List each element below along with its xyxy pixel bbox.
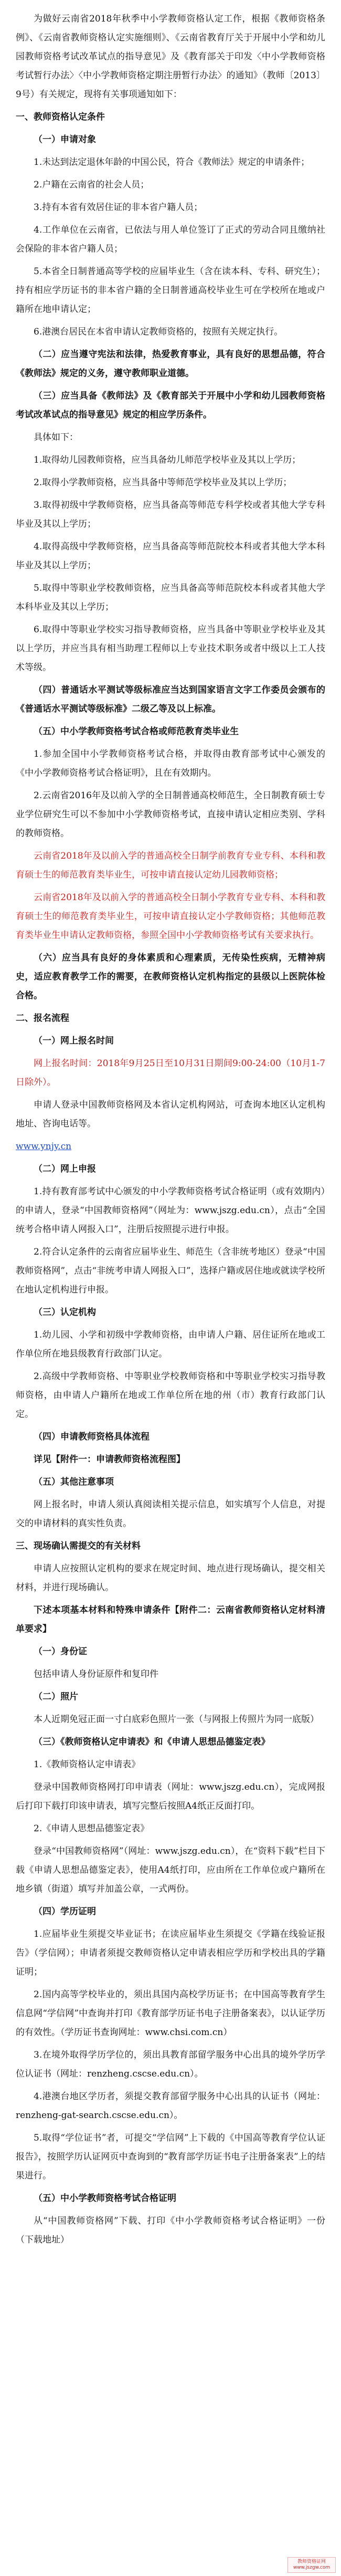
- s1-e2: 2.取得小学教师资格，应当具备中等师范学校毕业及其以上学历；: [34, 477, 292, 488]
- section-3-sub-2: （二）照片: [34, 1692, 78, 1702]
- s1-sub3-intro: 具体如下：: [34, 432, 78, 443]
- s3-intro-2: 下述本项基本材料和特殊申请条件【附件二：云南省教师资格认定材料清单要求】: [16, 1605, 325, 1634]
- s2-p5: 1.幼儿园、小学和初级中学教师资格，由申请人户籍、居住证所在地或工作单位所在地县级教育行政部门认定。: [16, 1330, 325, 1359]
- s3-p3: 1.《教师资格认定申请表》: [34, 1759, 141, 1770]
- s3-p8: 2.国内高等学校毕业的，须出具国内高校学历证书；在中国高等教育学生信息网“学信网”中查询并打印《教育部学历证书电子注册备案表》，以认证学历的有效性。（学历证书查询网址：www.chsi.com.cn）: [16, 1989, 325, 2038]
- site-watermark: [287, 2557, 336, 2573]
- watermark-line-2: www.jszgw.com: [293, 2565, 331, 2570]
- s1-p2: 2.户籍在云南省的社会人员；: [34, 180, 150, 190]
- intro-paragraph: 为做好云南省2018年秋季中小学教师资格认定工作，根据《教师资格条例》、《云南省教师资格认定实施细则》、《云南省教育厅关于开展中小学和幼儿园教师资格考试改革试点的指导意见》及《教育部关于印发〈中小学教师资格考试暂行办法〉〈中小学教师资格定期注册暂行办法〉的通知》（教师〔2013〕9号）有关规定，现将有关事项通知如下：: [16, 14, 325, 100]
- section-2-sub-5: （五）其他注意事项: [34, 1477, 114, 1487]
- s2-p8: 网上报名时，申请人须认真阅读相关提示信息，如实填写个人信息，对提交的申请材料的真实性负责。: [16, 1499, 325, 1529]
- section-2-sub-1: （一）网上报名时间: [34, 1036, 114, 1046]
- section-2-sub-4: （四）申请教师资格具体流程: [34, 1432, 150, 1442]
- s2-p6: 2.高级中学教师资格、中等职业学校教师资格和中等职业学校实习指导教师资格，由申请人户籍所在地或工作单位所在地的州（市）教育行政部门认定。: [16, 1371, 325, 1420]
- s2-p4: 2.符合认定条件的云南省应届毕业生、师范生（含非统考地区）登录“中国教师资格网”，点击“非统考申请人网报入口”，选择户籍或居住地或就读学校所在地认定机构进行申报。: [16, 1247, 325, 1295]
- s1-p5: 5.本省全日制普通高等学校的应届毕业生（含在读本科、专科、研究生）；持有相应学历证书的非本省户籍的全日制普通高校毕业生可在学校所在地或户籍所在地申请认定；: [16, 266, 325, 315]
- s1-e1: 1.取得幼儿园教师资格，应当具备幼儿师范学校毕业及其以上学历；: [34, 455, 301, 465]
- section-1-sub-3: （三）应当具备《教师法》及《教育部关于开展中小学和幼儿园教师资格考试改革试点的指导意见》规定的相应学历条件。: [16, 391, 325, 420]
- s2-p3: 1.持有教育部考试中心颁发的中小学教师资格考试合格证明（或有效期内）的申请人，登录“中国教师资格网”（网址为：www.jszg.edu.cn），点击“全国统考合格申请人网报入口”，注册后按照提示进行申报。: [16, 1186, 325, 1235]
- s2-date-text: 网上报名时间：2018年9月25日至10月31日期间9:00-24:00（10月1-7日除外）。: [16, 1058, 325, 1088]
- s3-p4: 登录中国教师资格网打印申请表（网址：www.jszg.edu.cn），完成网报后打印下载打印该申请表，填写完整后按照A4纸正反面打印。: [16, 1782, 325, 1811]
- s2-p1: 申请人登录中国教师资格网及本省认定机构网站，可查询本地区认定机构地址、咨询电话等。: [16, 1100, 325, 1129]
- s3-intro: 申请人应按照认定机构的要求在规定时间、地点进行现场确认，提交相关材料，并进行现场确认。: [16, 1563, 325, 1593]
- section-3-sub-3: （三）《教师资格认定申请表》和《申请人思想品德鉴定表》: [34, 1737, 270, 1747]
- section-1-sub-1: （一）申请对象: [34, 134, 96, 145]
- section-1-sub-5: （五）中小学教师资格考试合格或师范教育类毕业生: [34, 726, 239, 737]
- section-3-sub-5: （五）中小学教师资格考试合格证明: [34, 2193, 176, 2204]
- s3-p7: 1.应届毕业生须提交毕业证书；在读应届毕业生须提交《学籍在线验证报告》（学信网）；申请者须提交教师资格认定申请表相应学历和学校出具的学籍证明；: [16, 1929, 325, 1977]
- section-2-sub-2: （二）网上申报: [34, 1164, 96, 1174]
- s3-p2: 本人近期免冠正面一寸白底彩色照片一张（与网报上传照片为同一底版）: [34, 1714, 319, 1725]
- s1-red-notice-2: 云南省2018年及以前入学的普通高校全日制小学教育专业专科、本科和教育硕士生的师范教育类毕业生，可按申请直接认定小学教师资格；其他师范教育类毕业生申请认定教师资格，参照全国中小学教师资格考试有关要求执行。: [16, 892, 325, 941]
- section-1-sub-4: （四）普通话水平测试等级标准应当达到国家语言文字工作委员会颁布的《普通话水平测试等级标准》二级乙等及以上标准。: [16, 685, 325, 714]
- s1-e6: 6.取得中等职业学校实习指导教师资格，应当具备中等职业学校毕业及其以上学历，并应当具有相当助理工程师以上专业技术职务或者中级以上工人技术等级。: [16, 624, 325, 673]
- s1-p1: 1.未达到法定退休年龄的中国公民，符合《教师法》规定的申请条件；: [34, 157, 310, 168]
- s1-p3: 3.持有本省有效居住证的非本省户籍人员；: [34, 202, 203, 213]
- s2-p7: 详见【附件一：申请教师资格流程图】: [34, 1454, 185, 1465]
- s3-p10: 4.港澳台地区学历者，须提交教育部留学服务中心出具的认证书（网址：renzheng-gat-search.cscse.edu.cn）。: [16, 2091, 325, 2121]
- section-1-sub-2: （二）应当遵守宪法和法律，热爱教育事业，具有良好的思想品德，符合《教师法》规定的义务，遵守教师职业道德。: [16, 349, 325, 379]
- ynjy-link[interactable]: www.ynjy.cn: [16, 1141, 72, 1152]
- section-1-title: 一、教师资格认定条件: [16, 112, 105, 122]
- section-3-title: 三、现场确认需提交的有关材料: [16, 1541, 141, 1551]
- s1-e5: 5.取得中等职业学校教师资格，应当具备高等师范院校本科或者其他大学本科毕业及其以上学历；: [16, 583, 325, 612]
- watermark-line-1: 教师资格证网: [297, 2559, 326, 2564]
- s1-e3: 3.取得初级中学教师资格，应当具备高等师范专科学校或者其他大学专科毕业及其以上学历；: [16, 500, 325, 529]
- s3-p6: 登录“中国教师资格网”（网址：www.jszg.edu.cn），在“资料下载”栏目下载《申请人思想品德鉴定表》，使用A4纸打印，应由所在工作单位或户籍所在地乡镇（街道）填写并加盖公章，一式两份。: [16, 1846, 325, 1894]
- s1-red-notice-1: 云南省2018年及以前入学的普通高校全日制学前教育专业专科、本科和教育硕士生的师范教育类毕业生，可按申请直接认定幼儿园教师资格；: [16, 851, 325, 880]
- s1-e4: 4.取得高级中学教师资格，应当具备高等师范院校本科或者其他大学本科毕业及其以上学历；: [16, 541, 325, 571]
- s3-p1: 包括申请人身份证原件和复印件: [34, 1669, 158, 1680]
- s1-p6: 6.港澳台居民在本省申请认定教师资格的，按照有关规定执行。: [34, 327, 283, 337]
- section-2-sub-3: （三）认定机构: [34, 1307, 96, 1318]
- s1-f2: 2.云南省2016年及以前入学的全日制普通高校师范生，全日制教育硕士专业学位研究生可以不参加中小学教师资格考试，直接申请认定相应类别、学科的教师资格。: [16, 790, 325, 839]
- s1-p4: 4.工作单位在云南省，已依法与用人单位签订了正式的劳动合同且缴纳社会保险的非本省户籍人员；: [16, 225, 325, 254]
- s3-p9: 3.在境外取得学历学位的，须出具教育部留学服务中心出具的境外学历学位认证书（网址：renzheng.cscse.edu.cn）。: [16, 2050, 325, 2079]
- s1-f1: 1.参加全国中小学教师资格考试合格，并取得由教育部考试中心颁发的《中小学教师资格考试合格证明》，且在有效期内。: [16, 749, 325, 778]
- section-3-sub-1: （一）身份证: [34, 1646, 87, 1657]
- s3-p12: 从“中国教师资格网”下载、打印《中小学教师资格考试合格证明》一份（下载地址）: [16, 2216, 325, 2245]
- section-2-title: 二、报名流程: [16, 1013, 69, 1024]
- s3-p11: 5.取得“学位证书”者，可提交“学信网”上下载的《中国高等教育学位认证报告》，按照学历认证网页中查询到的“教育部学历证书电子注册备案表”上的结果进行。: [16, 2133, 325, 2181]
- s3-p5: 2.《申请人思想品德鉴定表》: [34, 1823, 150, 1834]
- section-1-sub-6: （六）应当具有良好的身体素质和心理素质，无传染性疾病，无精神病史，适应教育教学工作的需要，在教师资格认定机构指定的县级以上医院体检合格。: [16, 953, 325, 1001]
- section-3-sub-4: （四）学历证明: [34, 1906, 96, 1917]
